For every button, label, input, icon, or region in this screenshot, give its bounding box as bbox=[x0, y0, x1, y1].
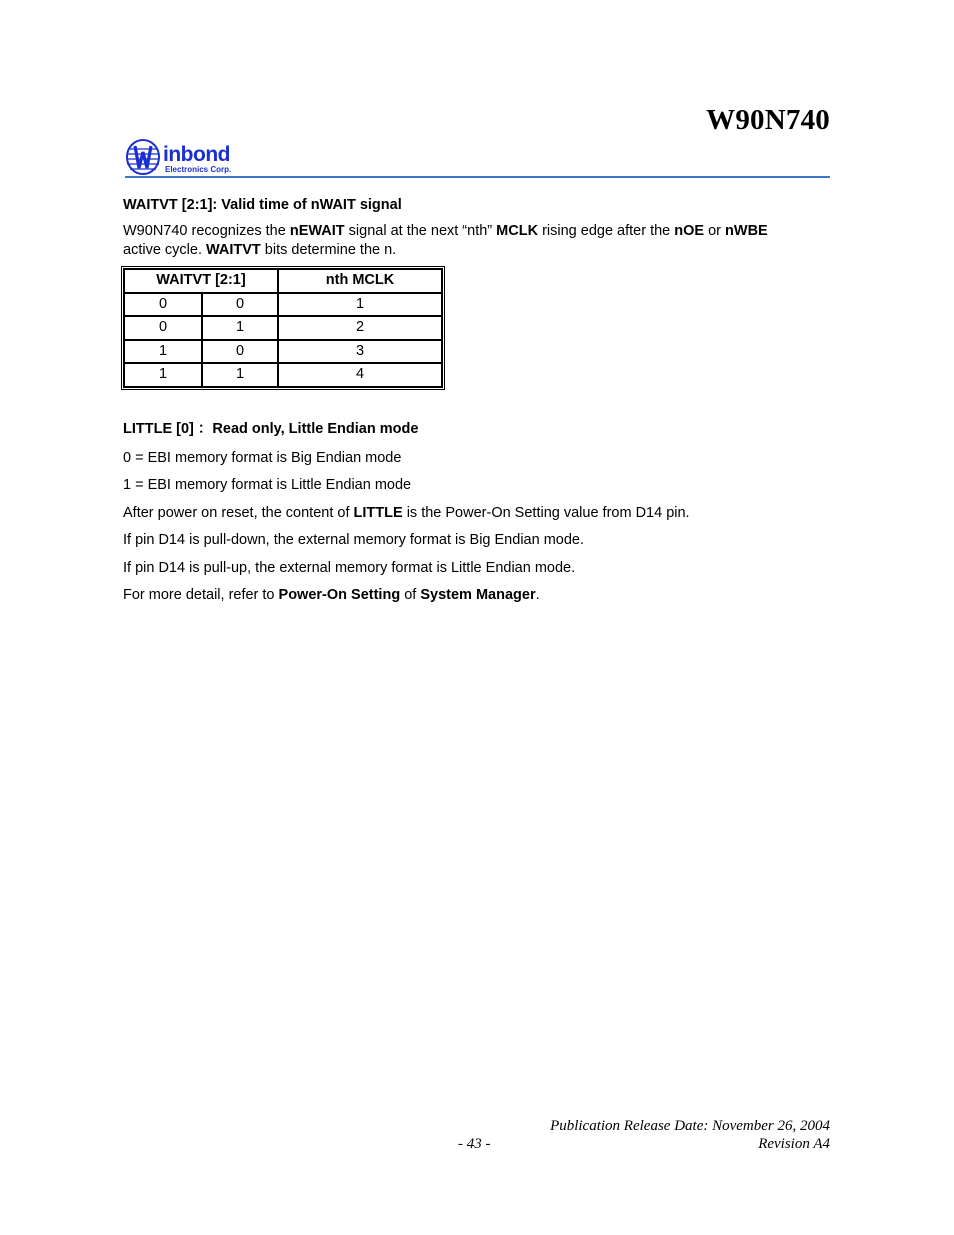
text-run: For more detail, refer to bbox=[123, 587, 279, 603]
globe-icon bbox=[125, 138, 165, 176]
table-cell: 1 bbox=[278, 293, 442, 317]
logo-initial: W bbox=[139, 162, 141, 164]
table-row bbox=[124, 363, 442, 387]
text-run: is the Power-On Setting value from D14 pin. bbox=[402, 504, 690, 521]
table-cell: 2 bbox=[278, 316, 442, 340]
table-cell: 0 bbox=[124, 293, 202, 317]
signal-name: nWBE bbox=[725, 223, 768, 239]
field-name: LITTLE bbox=[353, 504, 403, 521]
little-line-big-endian: 0 = EBI memory format is Big Endian mode bbox=[123, 449, 402, 466]
winbond-logo bbox=[125, 138, 249, 178]
table-cell: 4 bbox=[278, 363, 442, 387]
little-line-pull-up: If pin D14 is pull-up, the external memory format is Little Endian mode. bbox=[123, 559, 576, 576]
document-title: W90N740 bbox=[706, 104, 830, 136]
text-run: active cycle. bbox=[123, 242, 206, 258]
table-row bbox=[124, 340, 442, 364]
waitvt-heading: WAITVT [2:1]: Valid time of nWAIT signal bbox=[123, 197, 402, 213]
little-line-power-on bbox=[123, 504, 830, 523]
text-run: W90N740 recognizes the bbox=[123, 223, 290, 239]
page-number: - 43 - bbox=[458, 1136, 491, 1152]
text-run: . bbox=[535, 587, 540, 603]
table-cell: 1 bbox=[202, 363, 278, 387]
signal-name: nOE bbox=[674, 223, 705, 239]
text-run: rising edge after the bbox=[538, 223, 675, 239]
little-heading: LITTLE [0] ：Read only, Little Endian mode bbox=[123, 420, 419, 437]
table-cell: 1 bbox=[124, 363, 202, 387]
text-run: of bbox=[400, 587, 421, 603]
table-header-row bbox=[124, 269, 442, 293]
signal-name: MCLK bbox=[496, 223, 539, 239]
logo-wordmark: inbond bbox=[163, 143, 230, 166]
table-cell: 1 bbox=[124, 340, 202, 364]
reference-term: Power-On Setting bbox=[278, 587, 401, 603]
column-header: WAITVT [2:1] bbox=[124, 269, 278, 293]
table-cell: 3 bbox=[278, 340, 442, 364]
table-cell: 1 bbox=[202, 316, 278, 340]
logo-subtitle: Electronics Corp. bbox=[165, 165, 232, 174]
table-cell: 0 bbox=[202, 340, 278, 364]
waitvt-description bbox=[123, 222, 830, 260]
reference-term: System Manager bbox=[420, 587, 536, 603]
page-content bbox=[123, 196, 830, 614]
signal-name: nEWAIT bbox=[289, 223, 345, 239]
waitvt-table bbox=[121, 266, 445, 390]
revision-label: Revision A4 bbox=[758, 1136, 830, 1152]
table-cell: 0 bbox=[202, 293, 278, 317]
little-line-reference bbox=[123, 586, 830, 605]
table-row bbox=[124, 293, 442, 317]
little-line-little-endian: 1 = EBI memory format is Little Endian mode bbox=[123, 477, 412, 493]
text-run: bits determine the n. bbox=[260, 242, 397, 258]
little-line-pull-down: If pin D14 is pull-down, the external memory format is Big Endian mode. bbox=[123, 532, 584, 548]
text-run: signal at the next “nth” bbox=[344, 223, 497, 239]
table-row bbox=[124, 316, 442, 340]
header-divider bbox=[125, 176, 830, 178]
publication-date: Publication Release Date: November 26, 2004 bbox=[550, 1118, 830, 1134]
table-cell: 0 bbox=[124, 316, 202, 340]
text-run: or bbox=[704, 223, 726, 239]
field-name: WAITVT bbox=[206, 242, 261, 258]
text-run: After power on reset, the content of bbox=[123, 504, 354, 521]
column-header: nth MCLK bbox=[278, 269, 442, 293]
